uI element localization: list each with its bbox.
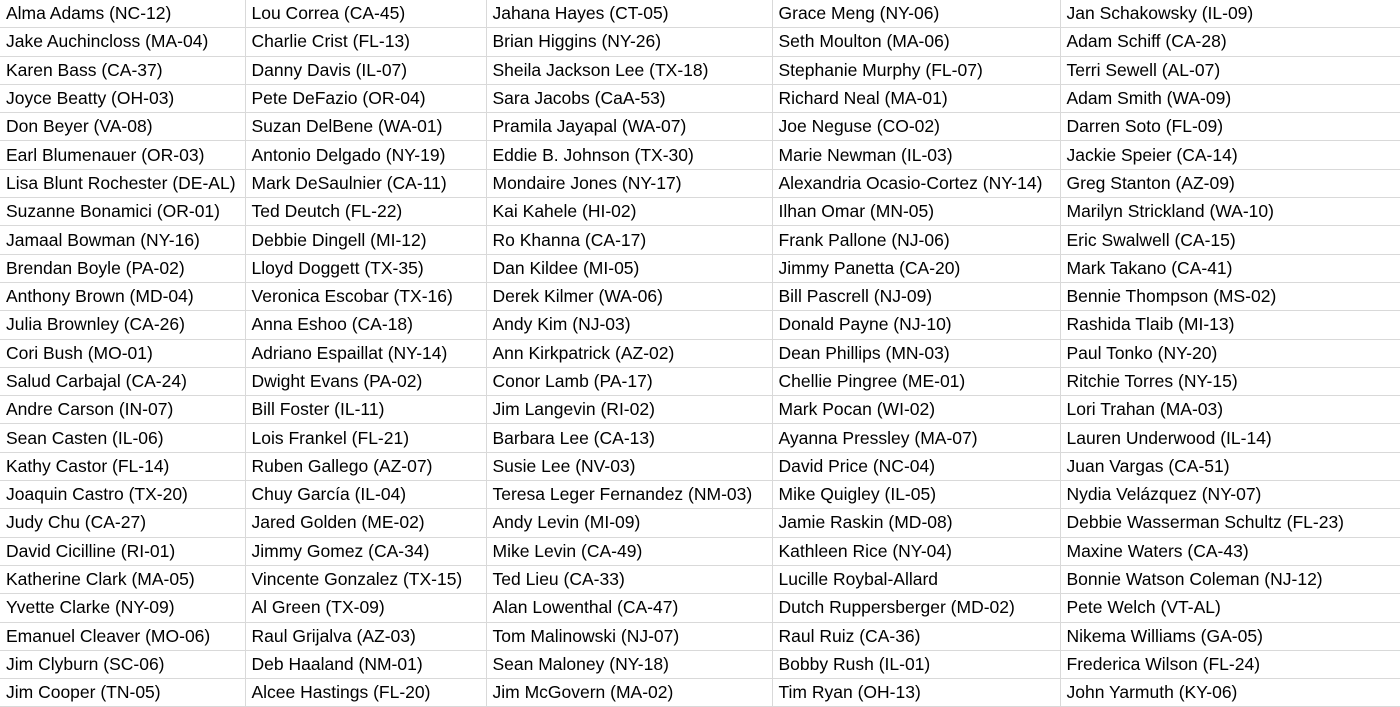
table-cell[interactable]: Conor Lamb (PA-17) bbox=[486, 367, 772, 395]
table-row bbox=[0, 565, 1400, 593]
table-row bbox=[0, 311, 1400, 339]
table-cell[interactable]: Dutch Ruppersberger (MD-02) bbox=[772, 594, 1060, 622]
table-cell[interactable]: Barbara Lee (CA-13) bbox=[486, 424, 772, 452]
table-cell[interactable]: Jim Cooper (TN-05) bbox=[0, 679, 245, 707]
table-cell[interactable]: Ted Lieu (CA-33) bbox=[486, 565, 772, 593]
table-cell[interactable]: Danny Davis (IL-07) bbox=[245, 56, 486, 84]
table-cell[interactable]: Ro Khanna (CA-17) bbox=[486, 226, 772, 254]
table-cell[interactable]: Bill Foster (IL-11) bbox=[245, 396, 486, 424]
table-row bbox=[0, 537, 1400, 565]
table-cell[interactable]: Jimmy Gomez (CA-34) bbox=[245, 537, 486, 565]
table-cell[interactable]: Earl Blumenauer (OR-03) bbox=[0, 141, 245, 169]
table-cell[interactable]: Jim Langevin (RI-02) bbox=[486, 396, 772, 424]
table-row bbox=[0, 84, 1400, 112]
table-row bbox=[0, 622, 1400, 650]
table-cell[interactable]: Bonnie Watson Coleman (NJ-12) bbox=[1060, 565, 1400, 593]
table-row bbox=[0, 396, 1400, 424]
table-cell[interactable]: Jamie Raskin (MD-08) bbox=[772, 509, 1060, 537]
table-row bbox=[0, 481, 1400, 509]
table-cell[interactable]: Veronica Escobar (TX-16) bbox=[245, 282, 486, 310]
table-row bbox=[0, 28, 1400, 56]
table-row bbox=[0, 198, 1400, 226]
table-cell[interactable]: Yvette Clarke (NY-09) bbox=[0, 594, 245, 622]
table-cell[interactable]: Joe Neguse (CO-02) bbox=[772, 113, 1060, 141]
table-row bbox=[0, 509, 1400, 537]
table-cell[interactable]: Brian Higgins (NY-26) bbox=[486, 28, 772, 56]
table-row bbox=[0, 424, 1400, 452]
table-cell[interactable]: Vincente Gonzalez (TX-15) bbox=[245, 565, 486, 593]
table-cell[interactable]: Judy Chu (CA-27) bbox=[0, 509, 245, 537]
table-cell[interactable]: Alan Lowenthal (CA-47) bbox=[486, 594, 772, 622]
table-row bbox=[0, 0, 1400, 28]
table-row bbox=[0, 452, 1400, 480]
table-cell[interactable]: Ruben Gallego (AZ-07) bbox=[245, 452, 486, 480]
table-cell[interactable]: Kathleen Rice (NY-04) bbox=[772, 537, 1060, 565]
table-cell[interactable]: Dwight Evans (PA-02) bbox=[245, 367, 486, 395]
table-row bbox=[0, 169, 1400, 197]
table-cell[interactable]: Bobby Rush (IL-01) bbox=[772, 650, 1060, 678]
table-cell[interactable]: David Price (NC-04) bbox=[772, 452, 1060, 480]
table-cell[interactable]: Ilhan Omar (MN-05) bbox=[772, 198, 1060, 226]
table-row bbox=[0, 679, 1400, 707]
table-cell[interactable]: Andre Carson (IN-07) bbox=[0, 396, 245, 424]
table-cell[interactable]: Paul Tonko (NY-20) bbox=[1060, 339, 1400, 367]
table-cell[interactable]: Al Green (TX-09) bbox=[245, 594, 486, 622]
table-cell[interactable]: Bill Pascrell (NJ-09) bbox=[772, 282, 1060, 310]
table-cell[interactable]: Jackie Speier (CA-14) bbox=[1060, 141, 1400, 169]
table-cell[interactable]: Sheila Jackson Lee (TX-18) bbox=[486, 56, 772, 84]
table-cell[interactable]: Debbie Dingell (MI-12) bbox=[245, 226, 486, 254]
table-cell[interactable]: Rashida Tlaib (MI-13) bbox=[1060, 311, 1400, 339]
table-cell[interactable]: Derek Kilmer (WA-06) bbox=[486, 282, 772, 310]
table-cell[interactable]: Adam Schiff (CA-28) bbox=[1060, 28, 1400, 56]
table-cell[interactable]: Kathy Castor (FL-14) bbox=[0, 452, 245, 480]
table-cell[interactable]: Tim Ryan (OH-13) bbox=[772, 679, 1060, 707]
table-cell[interactable]: Jimmy Panetta (CA-20) bbox=[772, 254, 1060, 282]
table-cell[interactable]: Stephanie Murphy (FL-07) bbox=[772, 56, 1060, 84]
table-cell[interactable]: Ritchie Torres (NY-15) bbox=[1060, 367, 1400, 395]
table-cell[interactable]: Jim McGovern (MA-02) bbox=[486, 679, 772, 707]
table-cell[interactable]: Frederica Wilson (FL-24) bbox=[1060, 650, 1400, 678]
table-cell[interactable]: Chellie Pingree (ME-01) bbox=[772, 367, 1060, 395]
table-cell[interactable]: Lucille Roybal-Allard bbox=[772, 565, 1060, 593]
table-cell[interactable]: Adriano Espaillat (NY-14) bbox=[245, 339, 486, 367]
table-cell[interactable]: Ted Deutch (FL-22) bbox=[245, 198, 486, 226]
table-cell[interactable]: Lisa Blunt Rochester (DE-AL) bbox=[0, 169, 245, 197]
table-cell[interactable]: Suzanne Bonamici (OR-01) bbox=[0, 198, 245, 226]
table-cell[interactable]: David Cicilline (RI-01) bbox=[0, 537, 245, 565]
table-cell[interactable]: Lois Frankel (FL-21) bbox=[245, 424, 486, 452]
table-cell[interactable]: Don Beyer (VA-08) bbox=[0, 113, 245, 141]
table-cell[interactable]: Jake Auchincloss (MA-04) bbox=[0, 28, 245, 56]
table-cell[interactable]: Darren Soto (FL-09) bbox=[1060, 113, 1400, 141]
table-cell[interactable]: Seth Moulton (MA-06) bbox=[772, 28, 1060, 56]
table-cell[interactable]: Cori Bush (MO-01) bbox=[0, 339, 245, 367]
table-cell[interactable]: Anna Eshoo (CA-18) bbox=[245, 311, 486, 339]
table-cell[interactable]: Lloyd Doggett (TX-35) bbox=[245, 254, 486, 282]
table-cell[interactable]: Greg Stanton (AZ-09) bbox=[1060, 169, 1400, 197]
table-cell[interactable]: Lori Trahan (MA-03) bbox=[1060, 396, 1400, 424]
table-cell[interactable]: Kai Kahele (HI-02) bbox=[486, 198, 772, 226]
table-cell[interactable]: Sara Jacobs (CaA-53) bbox=[486, 84, 772, 112]
table-cell[interactable]: Alma Adams (NC-12) bbox=[0, 0, 245, 28]
table-cell[interactable]: Marilyn Strickland (WA-10) bbox=[1060, 198, 1400, 226]
table-cell[interactable]: Maxine Waters (CA-43) bbox=[1060, 537, 1400, 565]
table-cell[interactable]: Juan Vargas (CA-51) bbox=[1060, 452, 1400, 480]
table-cell[interactable]: Julia Brownley (CA-26) bbox=[0, 311, 245, 339]
table-cell[interactable]: Mondaire Jones (NY-17) bbox=[486, 169, 772, 197]
table-cell[interactable]: Eddie B. Johnson (TX-30) bbox=[486, 141, 772, 169]
table-cell[interactable]: Antonio Delgado (NY-19) bbox=[245, 141, 486, 169]
table-cell[interactable]: Marie Newman (IL-03) bbox=[772, 141, 1060, 169]
table-cell[interactable]: Ayanna Pressley (MA-07) bbox=[772, 424, 1060, 452]
table-cell[interactable]: John Yarmuth (KY-06) bbox=[1060, 679, 1400, 707]
table-row bbox=[0, 650, 1400, 678]
table-cell[interactable]: Jan Schakowsky (IL-09) bbox=[1060, 0, 1400, 28]
table-row bbox=[0, 282, 1400, 310]
table-cell[interactable]: Jahana Hayes (CT-05) bbox=[486, 0, 772, 28]
table-cell[interactable]: Emanuel Cleaver (MO-06) bbox=[0, 622, 245, 650]
table-cell[interactable]: Nydia Velázquez (NY-07) bbox=[1060, 481, 1400, 509]
table-row bbox=[0, 594, 1400, 622]
table-cell[interactable]: Pramila Jayapal (WA-07) bbox=[486, 113, 772, 141]
table-cell[interactable]: Richard Neal (MA-01) bbox=[772, 84, 1060, 112]
table-cell[interactable]: Jamaal Bowman (NY-16) bbox=[0, 226, 245, 254]
table-row bbox=[0, 56, 1400, 84]
table-cell[interactable]: Eric Swalwell (CA-15) bbox=[1060, 226, 1400, 254]
table-cell[interactable]: Anthony Brown (MD-04) bbox=[0, 282, 245, 310]
table-cell[interactable]: Charlie Crist (FL-13) bbox=[245, 28, 486, 56]
table-row bbox=[0, 226, 1400, 254]
table-cell[interactable]: Teresa Leger Fernandez (NM-03) bbox=[486, 481, 772, 509]
table-cell[interactable]: Lou Correa (CA-45) bbox=[245, 0, 486, 28]
table-cell[interactable]: Debbie Wasserman Schultz (FL-23) bbox=[1060, 509, 1400, 537]
table-cell[interactable]: Ann Kirkpatrick (AZ-02) bbox=[486, 339, 772, 367]
table-cell[interactable]: Tom Malinowski (NJ-07) bbox=[486, 622, 772, 650]
table-cell[interactable]: Joyce Beatty (OH-03) bbox=[0, 84, 245, 112]
table-cell[interactable]: Bennie Thompson (MS-02) bbox=[1060, 282, 1400, 310]
table-cell[interactable]: Brendan Boyle (PA-02) bbox=[0, 254, 245, 282]
table-cell[interactable]: Terri Sewell (AL-07) bbox=[1060, 56, 1400, 84]
table-cell[interactable]: Suzan DelBene (WA-01) bbox=[245, 113, 486, 141]
table-cell[interactable]: Mike Levin (CA-49) bbox=[486, 537, 772, 565]
table-cell[interactable]: Deb Haaland (NM-01) bbox=[245, 650, 486, 678]
table-cell[interactable]: Salud Carbajal (CA-24) bbox=[0, 367, 245, 395]
table-cell[interactable]: Karen Bass (CA-37) bbox=[0, 56, 245, 84]
table-cell[interactable]: Katherine Clark (MA-05) bbox=[0, 565, 245, 593]
table-cell[interactable]: Mark DeSaulnier (CA-11) bbox=[245, 169, 486, 197]
table-cell[interactable]: Joaquin Castro (TX-20) bbox=[0, 481, 245, 509]
table-cell[interactable]: Raul Grijalva (AZ-03) bbox=[245, 622, 486, 650]
table-row bbox=[0, 141, 1400, 169]
table-cell[interactable]: Mark Takano (CA-41) bbox=[1060, 254, 1400, 282]
table-row bbox=[0, 339, 1400, 367]
table-cell[interactable]: Mike Quigley (IL-05) bbox=[772, 481, 1060, 509]
table-cell[interactable]: Mark Pocan (WI-02) bbox=[772, 396, 1060, 424]
table-cell[interactable]: Dean Phillips (MN-03) bbox=[772, 339, 1060, 367]
table-cell[interactable]: Lauren Underwood (IL-14) bbox=[1060, 424, 1400, 452]
table-cell[interactable]: Donald Payne (NJ-10) bbox=[772, 311, 1060, 339]
table-cell[interactable]: Nikema Williams (GA-05) bbox=[1060, 622, 1400, 650]
table-cell[interactable]: Alcee Hastings (FL-20) bbox=[245, 679, 486, 707]
table-cell[interactable]: Andy Kim (NJ-03) bbox=[486, 311, 772, 339]
table-cell[interactable]: Jared Golden (ME-02) bbox=[245, 509, 486, 537]
table-row bbox=[0, 367, 1400, 395]
table-cell[interactable]: Andy Levin (MI-09) bbox=[486, 509, 772, 537]
table-cell[interactable]: Frank Pallone (NJ-06) bbox=[772, 226, 1060, 254]
table-cell[interactable]: Adam Smith (WA-09) bbox=[1060, 84, 1400, 112]
table-cell[interactable]: Grace Meng (NY-06) bbox=[772, 0, 1060, 28]
table-row bbox=[0, 113, 1400, 141]
table-cell[interactable]: Raul Ruiz (CA-36) bbox=[772, 622, 1060, 650]
table-cell[interactable]: Chuy García (IL-04) bbox=[245, 481, 486, 509]
table-cell[interactable]: Susie Lee (NV-03) bbox=[486, 452, 772, 480]
table-cell[interactable]: Pete DeFazio (OR-04) bbox=[245, 84, 486, 112]
table-cell[interactable]: Sean Casten (IL-06) bbox=[0, 424, 245, 452]
table-cell[interactable]: Sean Maloney (NY-18) bbox=[486, 650, 772, 678]
table-cell[interactable]: Pete Welch (VT-AL) bbox=[1060, 594, 1400, 622]
table-cell[interactable]: Jim Clyburn (SC-06) bbox=[0, 650, 245, 678]
table-row bbox=[0, 254, 1400, 282]
table-cell[interactable]: Dan Kildee (MI-05) bbox=[486, 254, 772, 282]
table-cell[interactable]: Alexandria Ocasio-Cortez (NY-14) bbox=[772, 169, 1060, 197]
